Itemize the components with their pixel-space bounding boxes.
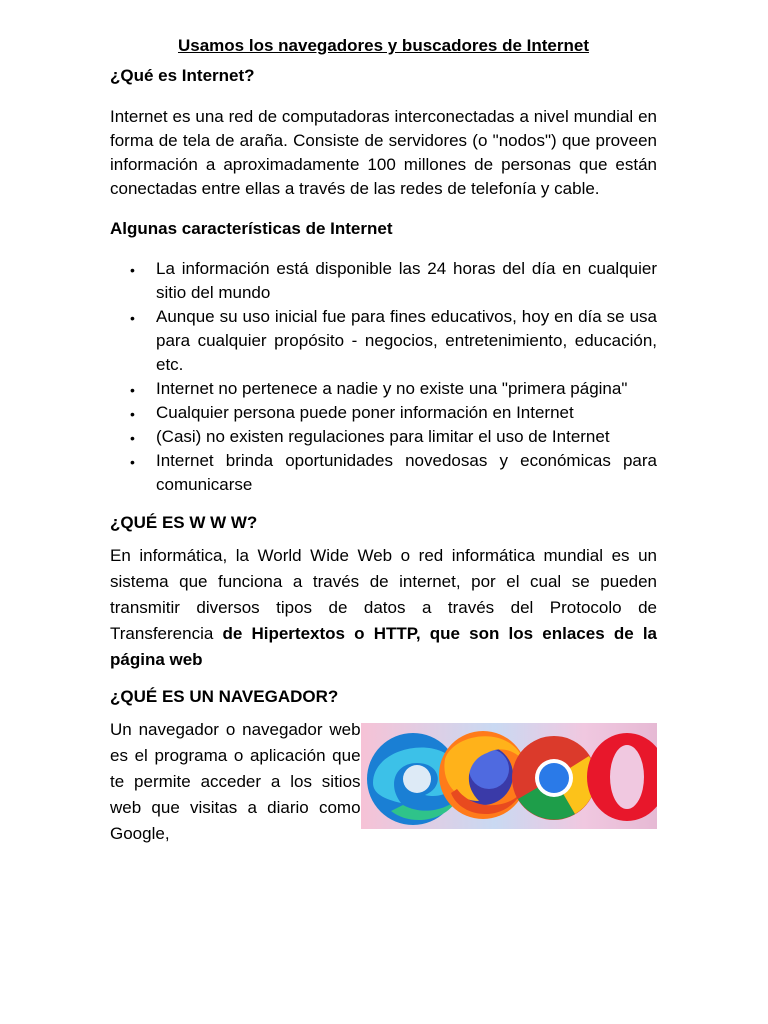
- paragraph-www: [110, 543, 657, 673]
- section-heading-www: ¿QUÉ ES W W W?: [110, 513, 258, 532]
- list-item: • La información está disponible las 24 horas del día en cualquier sitio del mundo: [110, 257, 657, 305]
- browser-logos-image: [361, 723, 657, 829]
- list-item: • Cualquier persona puede poner información en Internet: [110, 401, 657, 425]
- paragraph-internet: Internet es una red de computadoras interconectadas a nivel mundial en forma de tela de araña. Consiste de servidores (o "nodos") que proveen información a aproximadamente 100 millones de personas que están conectadas entre ellas a través de las redes de telefonía y cable.: [110, 107, 657, 198]
- paragraph-browser: Un navegador o navegador web es el programa o aplicación que te permite acceder a los sitios web que visitas a diario como Google,: [110, 720, 361, 843]
- section-heading-browser: ¿QUÉ ES UN NAVEGADOR?: [110, 687, 339, 706]
- list-item: • (Casi) no existen regulaciones para limitar el uso de Internet: [110, 425, 657, 449]
- section-heading-characteristics: Algunas características de Internet: [110, 219, 393, 238]
- section-heading-internet: ¿Qué es Internet?: [110, 66, 255, 85]
- opera-logo-icon: [587, 733, 657, 821]
- browser-section: [110, 717, 657, 847]
- list-item: • Internet no pertenece a nadie y no existe una "primera página": [110, 377, 657, 401]
- document-title: Usamos los navegadores y buscadores de Internet: [178, 36, 589, 55]
- paragraph-www-bold: de Hipertextos o HTTP, que son los enlaces de la página web: [110, 624, 657, 669]
- list-item: • Internet brinda oportunidades novedosas y económicas para comunicarse: [110, 449, 657, 497]
- chrome-logo-icon: [512, 736, 596, 820]
- paragraph-www-plain: En informática, la World Wide Web o red informática mundial es un sistema que funciona a través de internet, por el cual se pueden transmitir diversos tipos de datos a través del Protocolo de Transferencia: [110, 546, 657, 643]
- list-item: • Aunque su uso inicial fue para fines educativos, hoy en día se usa para cualquier propósito - negocios, entretenimiento, educación, etc.: [110, 305, 657, 377]
- document-page: [110, 34, 657, 847]
- characteristics-list: [110, 257, 657, 497]
